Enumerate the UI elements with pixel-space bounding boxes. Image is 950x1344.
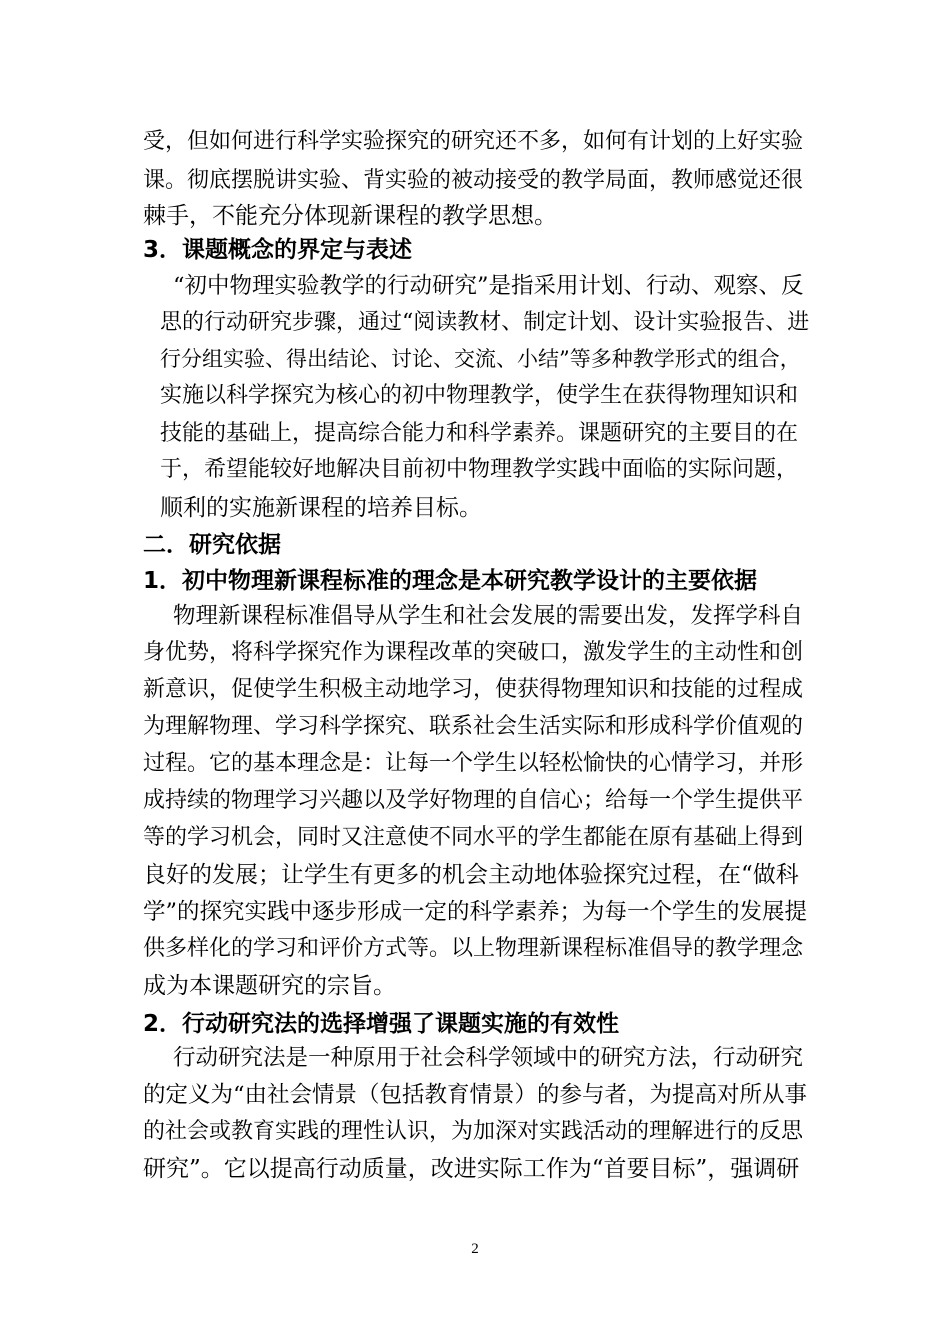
action-line-2: 的定义为“由社会情景（包括教育情景）的参与者，为提高对所从事 [143, 1082, 808, 1108]
action-line-3: 的社会或教育实践的理性认识，为加深对实践活动的理解进行的反思 [143, 1119, 804, 1144]
standard-line-3: 新意识，促使学生积极主动地学习，使获得物理知识和技能的过程成 [143, 677, 804, 702]
standard-line-6: 成持续的物理学习兴趣以及学好物理的自信心；给每一个学生提供平 [143, 788, 804, 813]
page-number: 2 [471, 1241, 479, 1257]
action-line-1: 行动研究法是一种原用于社会科学领域中的研究方法，行动研究 [173, 1045, 804, 1071]
standard-line-4: 为理解物理、学习科学探究、联系社会生活实际和形成科学价值观的 [143, 714, 804, 739]
standard-line-5: 过程。它的基本理念是：让每一个学生以轻松愉快的心情学习，并形 [143, 751, 804, 776]
concept-line-1: “初中物理实验教学的行动研究”是指采用计划、行动、观察、反 [173, 273, 804, 299]
intro-line-3: 棘手，不能充分体现新课程的教学思想。 [143, 203, 557, 229]
intro-line-1: 受，但如何进行科学实验探究的研究还不多，如何有计划的上好实验 [143, 129, 804, 154]
concept-line-7: 顺利的实施新课程的培养目标。 [160, 495, 482, 521]
heading-action-research: 2．行动研究法的选择增强了课题实施的有效性 [143, 1011, 620, 1037]
concept-line-4: 实施以科学探究为核心的初中物理教学，使学生在获得物理知识和 [160, 383, 799, 408]
standard-line-9: 学”的探究实践中逐步形成一定的科学素养；为每一个学生的发展提 [143, 899, 808, 925]
heading-research-basis: 二．研究依据 [143, 532, 281, 558]
standard-line-11: 成为本课题研究的宗旨。 [143, 973, 396, 999]
concept-line-5: 技能的基础上，提高综合能力和科学素养。课题研究的主要目的在 [160, 421, 799, 446]
action-line-4: 研究”。它以提高行动质量，改进实际工作为“首要目标”，强调研 [143, 1156, 800, 1182]
standard-line-10: 供多样化的学习和评价方式等。以上物理新课程标准倡导的教学理念 [143, 936, 804, 961]
intro-line-2: 课。彻底摆脱讲实验、背实验的被动接受的教学局面，教师感觉还很 [143, 168, 804, 193]
standard-line-8: 良好的发展；让学生有更多的机会主动地体验探究过程，在“做科 [143, 862, 799, 888]
concept-line-3: 行分组实验、得出结论、讨论、交流、小结”等多种教学形式的组合， [160, 347, 801, 371]
concept-line-2: 思的行动研究步骤，通过“阅读教材、制定计划、设计实验报告、进 [160, 310, 810, 335]
standard-line-1: 物理新课程标准倡导从学生和社会发展的需要出发，发挥学科自 [173, 603, 804, 629]
standard-line-2: 身优势，将科学探究作为课程改革的突破口，激发学生的主动性和创 [143, 640, 804, 665]
standard-line-7: 等的学习机会，同时又注意使不同水平的学生都能在原有基础上得到 [143, 825, 804, 850]
concept-line-6: 于，希望能较好地解决目前初中物理教学实践中面临的实际问题， [160, 457, 799, 482]
heading-concept-definition: 3．课题概念的界定与表述 [143, 237, 413, 263]
heading-curriculum-standard: 1．初中物理新课程标准的理念是本研究教学设计的主要依据 [143, 568, 758, 594]
